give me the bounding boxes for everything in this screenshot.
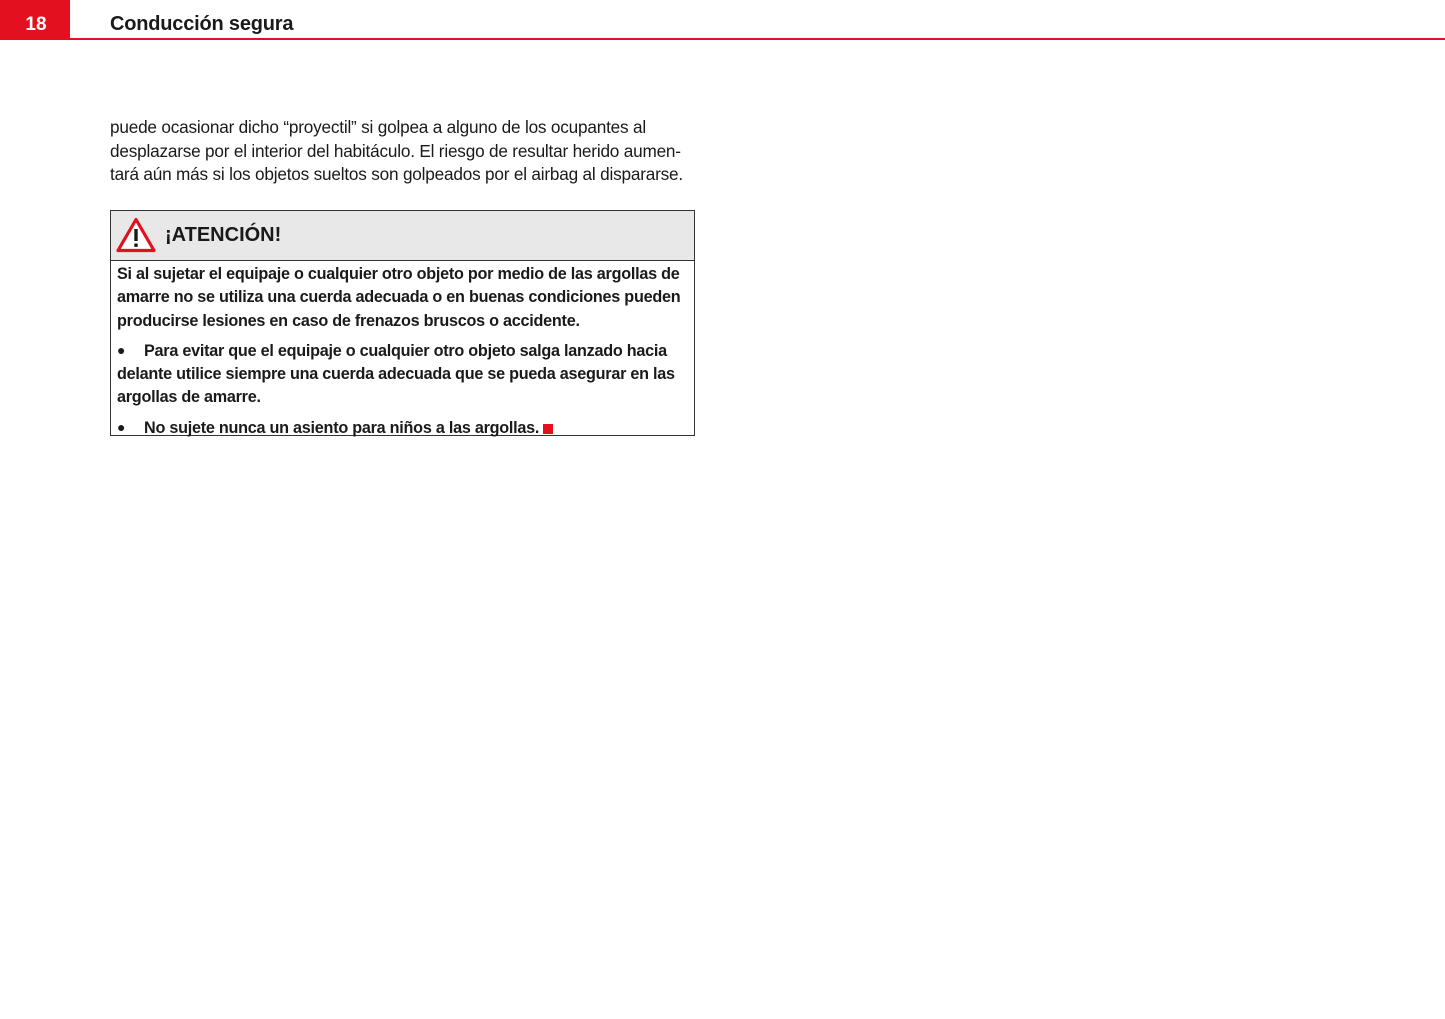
warning-triangle-icon: [116, 217, 156, 253]
warning-box: [110, 210, 695, 436]
page-header: [0, 0, 1445, 42]
end-of-section-icon: [543, 424, 553, 434]
warning-header: [111, 211, 694, 261]
intro-paragraph: [110, 116, 700, 187]
section-title: Conducción segura: [110, 13, 294, 35]
bullet-text: argollas de amarre.: [117, 388, 261, 407]
warning-bullet: [117, 416, 688, 440]
page-number: 18: [0, 0, 70, 40]
warning-body: [111, 261, 694, 440]
bullet-text: No sujete nunca un asiento para niños a las argollas.: [144, 418, 540, 437]
intro-line: desplazarse por el interior del habitáculo. El riesgo de resultar herido aumen-: [110, 140, 681, 161]
warning-line: amarre no se utiliza una cuerda adecuada o en buenas condiciones pueden: [117, 288, 681, 307]
bullet-text: Para evitar que el equipaje o cualquier otro objeto salga lanzado hacia: [144, 341, 667, 360]
intro-line: puede ocasionar dicho “proyectil” si golpea a alguno de los ocupantes al: [110, 117, 646, 137]
header-rule: [70, 38, 1445, 40]
warning-title: ¡ATENCIÓN!: [165, 224, 282, 246]
bullet-icon: ●: [117, 341, 126, 358]
warning-bullet: [117, 339, 688, 410]
warning-line: producirse lesiones en caso de frenazos bruscos o accidente.: [117, 311, 580, 330]
bullet-icon: ●: [117, 418, 126, 435]
bullet-text: delante utilice siempre una cuerda adecuada que se pueda asegurar en las: [117, 365, 675, 384]
warning-line: Si al sujetar el equipaje o cualquier otro objeto por medio de las argollas de: [117, 265, 680, 283]
intro-line: tará aún más si los objetos sueltos son golpeados por el airbag al dispararse.: [110, 164, 683, 184]
